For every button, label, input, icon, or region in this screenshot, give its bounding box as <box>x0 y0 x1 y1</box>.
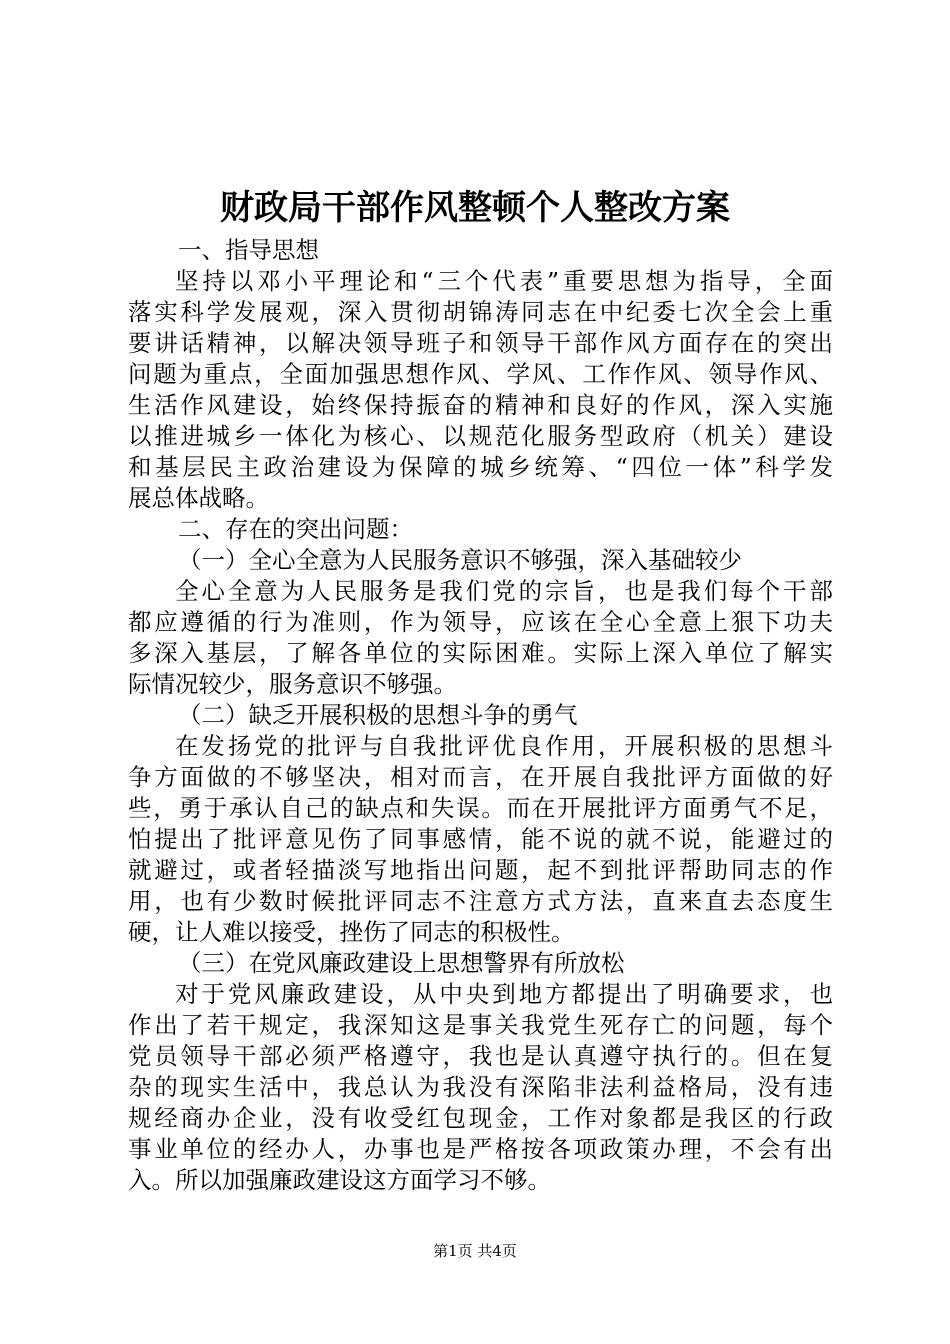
text-line: （一）全心全意为人民服务意识不够强，深入基础较少 <box>178 546 742 574</box>
text-line: 些，勇于承认自己的缺点和失误。而在开展批评方面勇气不足， <box>128 794 833 822</box>
text-line: 要讲话精神，以解决领导班子和领导干部作风方面存在的突出 <box>128 329 833 357</box>
text-line: 入。所以加强廉政建设这方面学习不够。 <box>128 1166 551 1194</box>
text-line: 一、指导思想 <box>178 236 319 264</box>
text-line: 二、存在的突出问题： <box>178 515 413 543</box>
document-body <box>128 235 833 1196</box>
text-line: 事业单位的经办人，办事也是严格按各项政策办理，不会有出 <box>128 1135 833 1163</box>
text-line: 杂的现实生活中，我总认为我没有深陷非法利益格局，没有违 <box>128 1073 833 1101</box>
text-line: 际情况较少，服务意识不够强。 <box>128 670 457 698</box>
text-line: 展总体战略。 <box>128 484 269 512</box>
text-line: 用，也有少数时候批评同志不注意方式方法，直来直去态度生 <box>128 887 833 915</box>
text-line: 坚持以邓小平理论和“三个代表”重要思想为指导，全面 <box>175 267 833 295</box>
text-line: 落实科学发展观，深入贯彻胡锦涛同志在中纪委七次全会上重 <box>128 298 833 326</box>
text-line: 就避过，或者轻描淡写地指出问题，起不到批评帮助同志的作 <box>128 856 833 884</box>
text-line: 作出了若干规定，我深知这是事关我党生死存亡的问题，每个 <box>128 1011 833 1039</box>
text-line: 争方面做的不够坚决，相对而言，在开展自我批评方面做的好 <box>128 763 833 791</box>
text-line: 和基层民主政治建设为保障的城乡统筹、“四位一体”科学发 <box>128 453 833 481</box>
page-footer: 第1页 共4页 <box>433 1242 517 1260</box>
text-line: 硬，让人难以接受，挫伤了同志的积极性。 <box>128 918 575 946</box>
text-line: 怕提出了批评意见伤了同事感情，能不说的就不说，能避过的 <box>128 825 833 853</box>
text-line: 生活作风建设，始终保持振奋的精神和良好的作风，深入实施 <box>128 391 833 419</box>
text-line: 在发扬党的批评与自我批评优良作用，开展积极的思想斗 <box>175 732 833 760</box>
document-title: 财政局干部作风整顿个人整改方案 <box>220 188 730 228</box>
text-line: 问题为重点，全面加强思想作风、学风、工作作风、领导作风、 <box>128 360 833 388</box>
text-line: 多深入基层，了解各单位的实际困难。实际上深入单位了解实 <box>128 639 833 667</box>
text-line: （三）在党风廉政建设上思想警界有所放松 <box>178 949 625 977</box>
text-line: （二）缺乏开展积极的思想斗争的勇气 <box>178 701 578 729</box>
text-line: 党员领导干部必须严格遵守，我也是认真遵守执行的。但在复 <box>128 1042 833 1070</box>
text-line: 全心全意为人民服务是我们党的宗旨，也是我们每个干部 <box>175 577 833 605</box>
text-line: 规经商办企业，没有收受红包现金，工作对象都是我区的行政 <box>128 1104 833 1132</box>
text-line: 对于党风廉政建设，从中央到地方都提出了明确要求，也 <box>175 980 833 1008</box>
text-line: 都应遵循的行为准则，作为领导，应该在全心全意上狠下功夫 <box>128 608 833 636</box>
text-line: 以推进城乡一体化为核心、以规范化服务型政府（机关）建设 <box>128 422 833 450</box>
